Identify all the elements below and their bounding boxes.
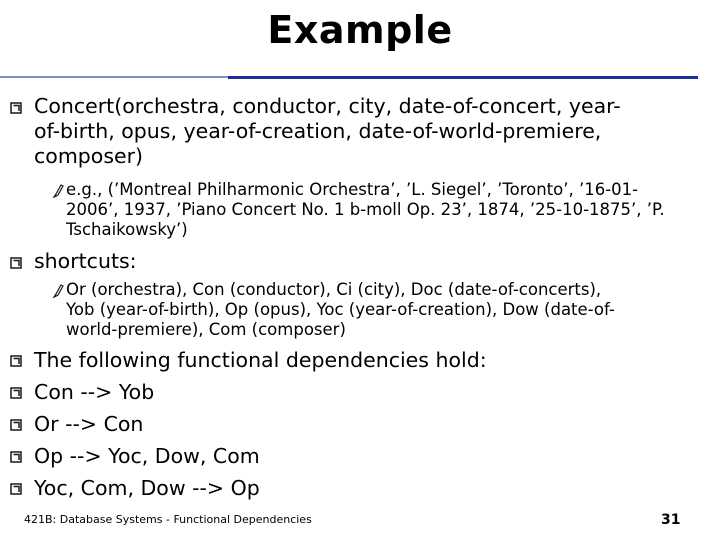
bullet-shortcuts: shortcuts: bbox=[34, 249, 137, 273]
square-checkbox-bullet-icon bbox=[10, 102, 22, 114]
square-checkbox-bullet-icon bbox=[10, 387, 22, 399]
sub-bullet-shortcuts: Or (orchestra), Con (conductor), Ci (city), Doc (date-of-concerts), Yob (year-of-birth), Op (opus), Yoc (year-of-creation), Dow (date-of- world-premiere), Com (composer) bbox=[66, 280, 615, 339]
bullet-fd-1: Con --> Yob bbox=[34, 380, 155, 404]
square-checkbox-bullet-icon bbox=[10, 419, 22, 431]
bullet-fd-2: Or --> Con bbox=[34, 412, 144, 436]
page-number: 31 bbox=[661, 512, 681, 528]
slide-footer: 421B: Database Systems - Functional Dependencies bbox=[24, 513, 312, 526]
slide-title: Example bbox=[267, 8, 453, 52]
square-checkbox-bullet-icon bbox=[10, 483, 22, 495]
pen-bullet-icon bbox=[52, 183, 64, 197]
bullet-fd-intro: The following functional dependencies hold: bbox=[34, 348, 487, 372]
square-checkbox-bullet-icon bbox=[10, 257, 22, 269]
square-checkbox-bullet-icon bbox=[10, 355, 22, 367]
pen-bullet-icon bbox=[52, 283, 64, 297]
title-underline-left bbox=[0, 76, 228, 78]
sub-bullet-example: e.g., (’Montreal Philharmonic Orchestra’, ’L. Siegel’, ’Toronto’, ’16-01- 2006’, 1937, ’Piano Concert No. 1 b-moll Op. 23’, 1874, ’25-10-1875’, ’P. Tschaikowsky’) bbox=[66, 180, 665, 239]
bullet-fd-4: Yoc, Com, Dow --> Op bbox=[34, 476, 260, 500]
bullet-fd-3: Op --> Yoc, Dow, Com bbox=[34, 444, 260, 468]
square-checkbox-bullet-icon bbox=[10, 451, 22, 463]
title-underline bbox=[228, 76, 698, 79]
bullet-concert-schema: Concert(orchestra, conductor, city, date-of-concert, year- of-birth, opus, year-of-creation, date-of-world-premiere, composer) bbox=[34, 94, 621, 168]
